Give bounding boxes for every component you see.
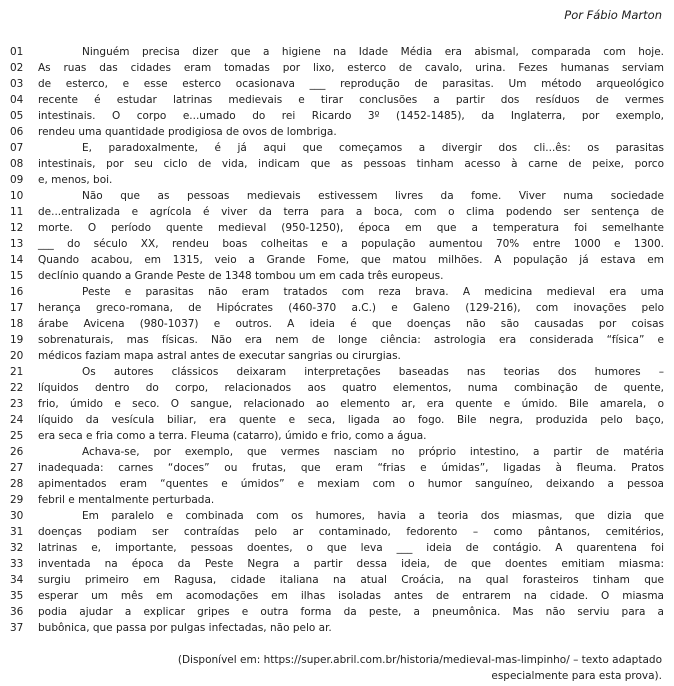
line-number: 22	[10, 382, 24, 394]
line-text: inventada na época da Peste Negra a partir dessa ideia, de que doentes emitiam miasma:	[38, 558, 664, 570]
text-line	[10, 156, 664, 172]
line-text: Não que as pessoas medievais estivessem livres da fome. Viver numa sociedade	[82, 190, 664, 202]
line-number: 23	[10, 398, 24, 410]
line-number: 14	[10, 254, 24, 266]
text-line	[10, 140, 664, 156]
text-line	[10, 364, 664, 380]
line-text: esperar um mês em acomodações em ilhas isoladas antes de entrarem na cidade. O miasma	[38, 590, 664, 602]
line-number: 10	[10, 190, 24, 202]
line-text: Peste e parasitas não eram tratados com reza brava. A medicina medieval era uma	[82, 286, 664, 298]
line-number: 13	[10, 238, 24, 250]
line-text: Os autores clássicos deixaram interpretações baseadas nas teorias dos humores –	[82, 366, 664, 378]
line-number: 17	[10, 302, 24, 314]
text-line	[10, 444, 664, 460]
text-line	[10, 92, 664, 108]
text-line	[10, 268, 664, 284]
text-line	[10, 588, 664, 604]
text-line	[10, 172, 664, 188]
line-text: líquido da vesícula biliar, era quente e seca, ligada ao fogo. Bile negra, produzida pelo baço,	[38, 414, 664, 426]
text-line	[10, 60, 664, 76]
source-citation-line1: (Disponível em: https://super.abril.com.br/historia/medieval-mas-limpinho/ – texto adaptado	[177, 654, 662, 666]
line-text: e, menos, boi.	[38, 174, 113, 186]
line-text: apimentados eram “quentes e úmidos” e mexiam com o humor sanguíneo, deixando a pessoa	[38, 478, 664, 490]
line-number: 31	[10, 526, 24, 538]
line-text: rendeu uma quantidade prodigiosa de ovos de lombriga.	[38, 126, 337, 138]
text-line	[10, 428, 664, 444]
line-text: era seca e fria como a terra. Fleuma (catarro), úmido e frio, como a água.	[38, 430, 427, 442]
line-text: líquidos dentro do corpo, relacionados aos quatro elementos, numa combinação de quente,	[38, 382, 664, 394]
text-line	[10, 204, 664, 220]
line-text: Quando acabou, em 1315, veio a Grande Fome, que matou milhões. A população já estava em	[38, 254, 664, 266]
text-line	[10, 124, 664, 140]
line-number: 19	[10, 334, 24, 346]
line-number: 18	[10, 318, 24, 330]
line-text: inadequada: carnes “doces” ou frutas, que eram “frias e úmidas”, ligadas à fleuma. Pratos	[38, 462, 664, 474]
line-text: ___ do século XX, rendeu boas colheitas e a população aumentou 70% entre 1000 e 1300.	[38, 238, 664, 250]
line-number: 35	[10, 590, 24, 602]
line-number: 26	[10, 446, 24, 458]
line-text: declínio quando a Grande Peste de 1348 tombou um em cada três europeus.	[38, 270, 444, 282]
line-text: árabe Avicena (980-1037) e outros. A ideia é que doenças não são causadas por coisas	[38, 318, 664, 330]
line-number: 04	[10, 94, 24, 106]
line-number: 01	[10, 46, 24, 58]
line-number: 32	[10, 542, 24, 554]
text-line	[10, 492, 664, 508]
source-citation	[10, 652, 664, 684]
line-number: 34	[10, 574, 24, 586]
line-number: 16	[10, 286, 24, 298]
line-text: intestinais, por seu ciclo de vida, indicam que as pessoas tinham acesso à carne de peixe, porco	[38, 158, 664, 170]
line-number: 24	[10, 414, 24, 426]
line-text: podia ajudar a explicar gripes e outra forma da peste, a pneumônica. Mas não serviu para a	[38, 606, 664, 618]
text-line	[10, 108, 664, 124]
text-line	[10, 396, 664, 412]
text-line	[10, 236, 664, 252]
line-number: 27	[10, 462, 24, 474]
line-text: Em paralelo e combinada com os humores, havia a teoria dos miasmas, que dizia que	[82, 510, 664, 522]
text-line	[10, 540, 664, 556]
text-line	[10, 284, 664, 300]
line-text: bubônica, que passa por pulgas infectadas, não pelo ar.	[38, 622, 332, 634]
line-text: E, paradoxalmente, é já aqui que começamos a divergir dos cli...ês: os parasitas	[82, 142, 664, 154]
line-number: 03	[10, 78, 24, 90]
text-line	[10, 300, 664, 316]
line-number: 36	[10, 606, 24, 618]
line-number: 12	[10, 222, 24, 234]
line-number: 02	[10, 62, 24, 74]
line-number: 28	[10, 478, 24, 490]
line-text: Achava-se, por exemplo, que vermes nasciam no próprio intestino, a partir de matéria	[82, 446, 664, 458]
line-number: 07	[10, 142, 24, 154]
line-number: 37	[10, 622, 24, 634]
text-line	[10, 380, 664, 396]
text-line	[10, 316, 664, 332]
line-text: febril e mentalmente perturbada.	[38, 494, 215, 506]
line-text: de...entralizada e agrícola é viver da terra para a boca, com o clima podendo ser sentença de	[38, 206, 664, 218]
line-number: 06	[10, 126, 24, 138]
line-number: 15	[10, 270, 24, 282]
text-line	[10, 332, 664, 348]
line-text: As ruas das cidades eram tomadas por lixo, esterco de cavalo, urina. Fezes humanas serviam	[38, 62, 664, 74]
line-number: 11	[10, 206, 24, 218]
line-text: morte. O período quente medieval (950-1250), época em que a temperatura foi semelhante	[38, 222, 664, 234]
text-line	[10, 76, 664, 92]
line-number: 25	[10, 430, 24, 442]
line-text: Ninguém precisa dizer que a higiene na Idade Média era abismal, comparada com hoje.	[82, 46, 664, 58]
line-number: 08	[10, 158, 24, 170]
text-line	[10, 572, 664, 588]
line-number: 05	[10, 110, 24, 122]
line-number: 09	[10, 174, 24, 186]
text-line	[10, 524, 664, 540]
line-text: médicos faziam mapa astral antes de executar sangrias ou cirurgias.	[38, 350, 401, 362]
text-line	[10, 620, 664, 636]
line-text: doenças podiam ser contraídas pelo ar contaminado, fedorento – como pântanos, cemitérios,	[38, 526, 664, 538]
line-text: frio, úmido e seco. O sangue, relacionado ao elemento ar, era quente e úmido. Bile amarela, o	[38, 398, 664, 410]
line-text: intestinais. O corpo e...umado do rei Ricardo 3º (1452-1485), da Inglaterra, por exemplo,	[38, 110, 664, 122]
text-lines	[10, 44, 664, 636]
line-number: 29	[10, 494, 24, 506]
line-text: latrinas e, importante, pessoas doentes, o que leva ___ ideia de contágio. A quarentena foi	[38, 542, 664, 554]
line-text: sobrenaturais, mas físicas. Não era nem de longe ciência: astrologia era considerada “física” e	[38, 334, 664, 346]
byline: Por Fábio Marton	[564, 8, 662, 22]
line-number: 21	[10, 366, 24, 378]
line-text: herança greco-romana, de Hipócrates (460-370 a.C.) e Galeno (129-216), com inovações pelo	[38, 302, 664, 314]
text-line	[10, 508, 664, 524]
line-text: surgiu primeiro em Ragusa, cidade italiana na atual Croácia, na qual forasteiros tinham que	[38, 574, 664, 586]
text-line	[10, 604, 664, 620]
text-line	[10, 556, 664, 572]
line-number: 33	[10, 558, 24, 570]
line-text: recente é estudar latrinas medievais e tirar conclusões a partir dos resíduos de vermes	[38, 94, 664, 106]
text-line	[10, 188, 664, 204]
line-number: 30	[10, 510, 24, 522]
text-line	[10, 460, 664, 476]
text-line	[10, 252, 664, 268]
text-line	[10, 476, 664, 492]
line-text: de esterco, e esse esterco ocasionava ___ reprodução de parasitas. Um método arqueológico	[38, 78, 664, 90]
line-number: 20	[10, 350, 24, 362]
text-line	[10, 348, 664, 364]
source-citation-line2: especialmente para esta prova).	[491, 670, 662, 682]
text-line	[10, 44, 664, 60]
text-line	[10, 412, 664, 428]
text-line	[10, 220, 664, 236]
